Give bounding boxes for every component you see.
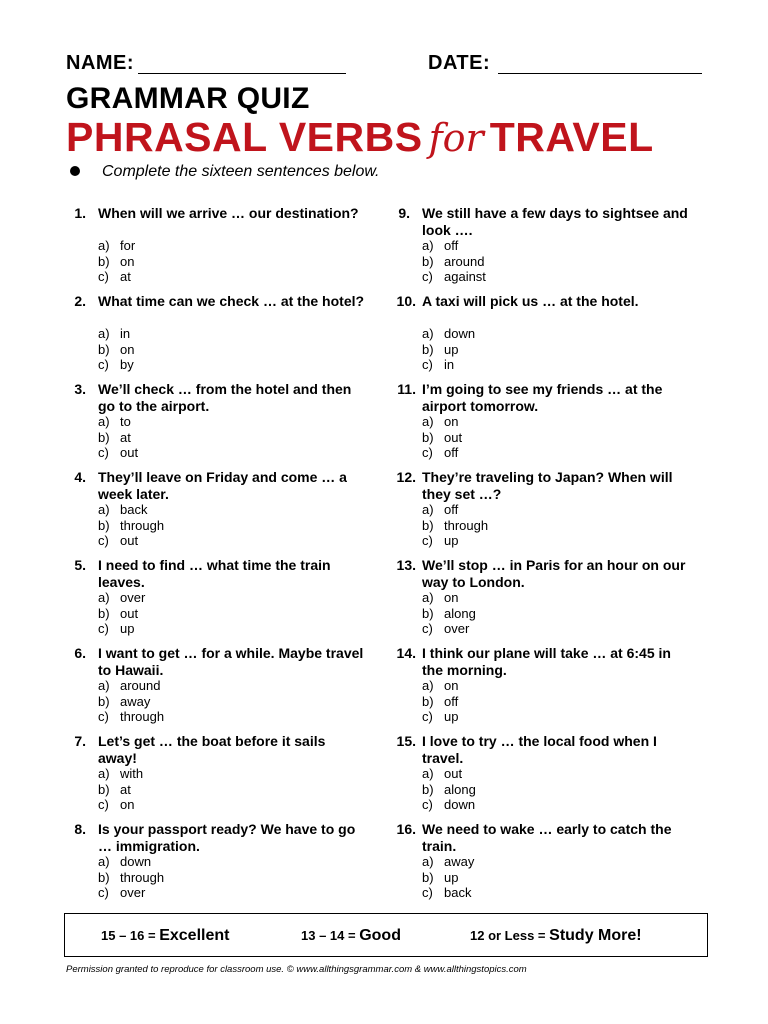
question-text: We’ll check … from the hotel and then go to the airport.	[98, 381, 352, 414]
option-letter: c)	[98, 709, 109, 724]
option-letter: b)	[422, 429, 434, 445]
bullet-icon	[70, 166, 80, 176]
option-text: back	[120, 502, 148, 517]
answer-options	[422, 414, 462, 461]
question-number: 11.	[397, 381, 416, 397]
answer-option	[98, 766, 143, 782]
answer-option	[98, 445, 138, 461]
option-text: down	[444, 797, 476, 812]
title-part-3: TRAVEL	[489, 114, 654, 160]
question-number: 13.	[396, 557, 416, 573]
question-text: A taxi will pick us … at the hotel.	[422, 293, 639, 309]
answer-options	[422, 502, 488, 549]
option-text: on	[444, 590, 459, 605]
option-letter: a)	[422, 854, 434, 869]
option-text: through	[120, 709, 165, 724]
answer-option	[422, 678, 458, 694]
option-text: out	[120, 605, 139, 621]
option-text: up	[444, 709, 459, 724]
answer-option	[422, 254, 486, 270]
question-item	[66, 557, 366, 645]
instruction	[66, 163, 380, 181]
question-item	[66, 293, 366, 381]
question-item	[66, 381, 366, 469]
question-text: I think our plane will take … at 6:45 in the morning.	[422, 645, 671, 678]
question-text: They’re traveling to Japan? When will they set …?	[422, 469, 673, 502]
quiz-label: GRAMMAR QUIZ	[66, 82, 310, 115]
option-text: in	[444, 357, 455, 372]
option-letter: c)	[98, 445, 109, 460]
question-item	[390, 293, 690, 381]
option-letter: c)	[422, 357, 433, 372]
date-blank-line	[498, 73, 702, 74]
question-number: 2.	[74, 293, 86, 309]
answer-option	[422, 518, 488, 534]
score-range: 12 or Less =	[470, 928, 546, 943]
option-text: away	[444, 854, 475, 869]
option-letter: a)	[98, 678, 110, 693]
question-text: When will we arrive … our destination?	[98, 205, 359, 221]
answer-option	[422, 694, 458, 710]
question-number: 4.	[74, 469, 86, 485]
answer-option	[98, 502, 164, 518]
option-letter: a)	[422, 238, 434, 253]
answer-option	[422, 797, 476, 813]
option-text: out	[120, 445, 139, 460]
answer-options	[98, 326, 134, 373]
answer-option	[422, 606, 476, 622]
answer-option	[422, 326, 475, 342]
score-good	[301, 927, 401, 945]
option-text: at	[120, 429, 131, 445]
question-number: 15.	[396, 733, 416, 749]
answer-option	[98, 606, 145, 622]
option-letter: a)	[98, 326, 110, 341]
question-item	[66, 821, 366, 909]
question-number: 14.	[396, 645, 416, 661]
option-text: down	[444, 326, 476, 341]
option-letter: c)	[98, 357, 109, 372]
option-letter: a)	[422, 590, 434, 605]
answer-option	[98, 854, 164, 870]
answer-options	[98, 238, 135, 285]
option-letter: a)	[422, 414, 434, 429]
answer-option	[98, 678, 164, 694]
option-letter: a)	[422, 678, 434, 693]
option-letter: a)	[98, 502, 110, 517]
option-text: in	[120, 326, 131, 341]
score-key	[64, 913, 708, 957]
option-letter: c)	[98, 885, 109, 900]
answer-option	[98, 709, 164, 725]
option-letter: a)	[98, 414, 110, 429]
question-text: They’ll leave on Friday and come … a week later.	[98, 469, 347, 502]
option-letter: c)	[422, 533, 433, 548]
option-letter: b)	[98, 253, 110, 269]
option-letter: b)	[422, 341, 434, 357]
question-item	[66, 645, 366, 733]
answer-option	[98, 797, 143, 813]
option-text: over	[120, 885, 146, 900]
option-text: out	[444, 766, 463, 781]
answer-option	[98, 533, 164, 549]
option-text: through	[444, 517, 489, 533]
answer-option	[98, 238, 135, 254]
option-text: at	[120, 269, 131, 284]
answer-option	[422, 782, 476, 798]
option-letter: c)	[422, 621, 433, 636]
answer-option	[422, 709, 458, 725]
option-text: for	[120, 238, 136, 253]
option-letter: b)	[422, 517, 434, 533]
option-letter: b)	[422, 781, 434, 797]
score-study-more	[470, 927, 642, 945]
option-letter: b)	[422, 605, 434, 621]
answer-option	[98, 269, 135, 285]
option-text: around	[120, 678, 161, 693]
answer-option	[422, 414, 462, 430]
question-item	[390, 821, 690, 909]
answer-option	[98, 885, 164, 901]
answer-options	[422, 854, 474, 901]
answer-options	[98, 590, 145, 637]
option-letter: c)	[422, 885, 433, 900]
answer-option	[98, 326, 134, 342]
option-text: up	[444, 341, 459, 357]
answer-option	[422, 502, 488, 518]
answer-option	[422, 854, 474, 870]
question-text: What time can we check … at the hotel?	[98, 293, 365, 309]
answer-option	[422, 430, 462, 446]
date-label: DATE:	[428, 52, 491, 74]
option-text: on	[120, 253, 135, 269]
option-letter: c)	[422, 269, 433, 284]
score-word: Good	[359, 927, 401, 944]
question-text: We need to wake … early to catch the train.	[422, 821, 672, 854]
answer-options	[98, 766, 143, 813]
question-number: 1.	[74, 205, 86, 221]
option-text: on	[444, 678, 459, 693]
score-range: 15 – 16 =	[101, 928, 156, 943]
answer-option	[422, 766, 476, 782]
option-letter: c)	[422, 709, 433, 724]
option-letter: c)	[98, 533, 109, 548]
answer-option	[422, 590, 476, 606]
option-letter: a)	[422, 502, 434, 517]
answer-option	[98, 254, 135, 270]
question-item	[66, 733, 366, 821]
answer-option	[98, 870, 164, 886]
option-text: over	[444, 621, 470, 636]
header-row	[66, 52, 706, 78]
question-item	[66, 469, 366, 557]
answer-options	[422, 766, 476, 813]
option-text: to	[120, 414, 131, 429]
option-letter: b)	[98, 605, 110, 621]
question-number: 16.	[396, 821, 416, 837]
answer-option	[422, 870, 474, 886]
option-letter: a)	[98, 854, 110, 869]
option-letter: c)	[422, 445, 433, 460]
option-letter: b)	[422, 869, 434, 885]
option-letter: a)	[422, 766, 434, 781]
answer-option	[98, 782, 143, 798]
option-text: around	[444, 253, 485, 269]
footer-permission: Permission granted to reproduce for classroom use. © www.allthingsgrammar.com & www.allthingstopics.com	[66, 964, 527, 975]
question-item	[390, 205, 690, 293]
answer-options	[422, 326, 475, 373]
option-letter: a)	[98, 766, 110, 781]
right-question-column	[390, 205, 690, 909]
answer-options	[98, 414, 138, 461]
option-text: down	[120, 854, 152, 869]
option-letter: c)	[422, 797, 433, 812]
option-letter: b)	[98, 341, 110, 357]
question-text: We’ll stop … in Paris for an hour on our way to London.	[422, 557, 686, 590]
answer-option	[98, 430, 138, 446]
option-text: through	[120, 517, 165, 533]
answer-option	[98, 590, 145, 606]
question-text: Is your passport ready? We have to go … immigration.	[98, 821, 356, 854]
answer-options	[98, 678, 164, 725]
answer-option	[98, 357, 134, 373]
option-letter: b)	[422, 693, 434, 709]
option-text: at	[120, 781, 131, 797]
question-item	[390, 557, 690, 645]
title-part-2: for	[428, 116, 484, 160]
score-word: Study More!	[549, 927, 642, 944]
answer-option	[98, 342, 134, 358]
option-text: out	[120, 533, 139, 548]
question-number: 7.	[74, 733, 86, 749]
option-text: against	[444, 269, 486, 284]
option-text: through	[120, 869, 165, 885]
question-number: 3.	[74, 381, 86, 397]
score-excellent	[101, 927, 229, 945]
option-letter: c)	[98, 269, 109, 284]
option-letter: b)	[98, 869, 110, 885]
question-text: I’m going to see my friends … at the airport tomorrow.	[422, 381, 663, 414]
answer-option	[98, 518, 164, 534]
question-item	[390, 733, 690, 821]
answer-option	[422, 533, 488, 549]
answer-option	[422, 621, 476, 637]
question-number: 6.	[74, 645, 86, 661]
option-text: out	[444, 429, 463, 445]
option-letter: b)	[98, 429, 110, 445]
option-letter: b)	[422, 253, 434, 269]
answer-option	[98, 694, 164, 710]
option-letter: a)	[98, 590, 110, 605]
instruction-text: Complete the sixteen sentences below.	[102, 163, 380, 180]
option-text: off	[444, 693, 459, 709]
option-text: away	[120, 693, 151, 709]
question-text: I want to get … for a while. Maybe travel to Hawaii.	[98, 645, 364, 678]
answer-options	[422, 238, 486, 285]
score-word: Excellent	[159, 927, 230, 944]
answer-options	[422, 678, 458, 725]
option-text: on	[444, 414, 459, 429]
question-item	[66, 205, 366, 293]
question-number: 8.	[74, 821, 86, 837]
option-letter: c)	[98, 621, 109, 636]
answer-option	[98, 621, 145, 637]
option-text: off	[444, 445, 459, 460]
option-text: off	[444, 502, 459, 517]
question-number: 12.	[396, 469, 416, 485]
option-text: up	[444, 533, 459, 548]
answer-options	[98, 854, 164, 901]
option-letter: c)	[98, 797, 109, 812]
option-text: along	[444, 781, 476, 797]
name-label: NAME:	[66, 52, 135, 74]
question-number: 9.	[398, 205, 410, 221]
answer-option	[422, 342, 475, 358]
answer-option	[422, 885, 474, 901]
option-letter: b)	[98, 693, 110, 709]
option-text: up	[120, 621, 135, 636]
option-text: with	[120, 766, 144, 781]
option-letter: b)	[98, 517, 110, 533]
answer-option	[422, 357, 475, 373]
page-title	[66, 114, 654, 164]
answer-option	[98, 414, 138, 430]
answer-options	[422, 590, 476, 637]
option-text: by	[120, 357, 134, 372]
option-text: back	[444, 885, 472, 900]
name-blank-line	[138, 73, 346, 74]
option-text: off	[444, 238, 459, 253]
option-text: over	[120, 590, 146, 605]
option-text: up	[444, 869, 459, 885]
left-question-column	[66, 205, 366, 909]
question-number: 5.	[74, 557, 86, 573]
question-text: I love to try … the local food when I travel.	[422, 733, 657, 766]
answer-options	[98, 502, 164, 549]
question-number: 10.	[396, 293, 416, 309]
answer-option	[422, 445, 462, 461]
question-text: I need to find … what time the train leaves.	[98, 557, 331, 590]
question-item	[390, 469, 690, 557]
question-text: We still have a few days to sightsee and look ….	[422, 205, 688, 238]
question-item	[390, 381, 690, 469]
option-text: on	[120, 797, 135, 812]
score-range: 13 – 14 =	[301, 928, 356, 943]
question-text: Let’s get … the boat before it sails away!	[98, 733, 326, 766]
option-letter: b)	[98, 781, 110, 797]
answer-option	[422, 269, 486, 285]
option-letter: a)	[98, 238, 110, 253]
option-letter: a)	[422, 326, 434, 341]
question-item	[390, 645, 690, 733]
title-part-1: PHRASAL VERBS	[66, 114, 423, 160]
answer-option	[422, 238, 486, 254]
option-text: along	[444, 605, 476, 621]
option-text: on	[120, 341, 135, 357]
